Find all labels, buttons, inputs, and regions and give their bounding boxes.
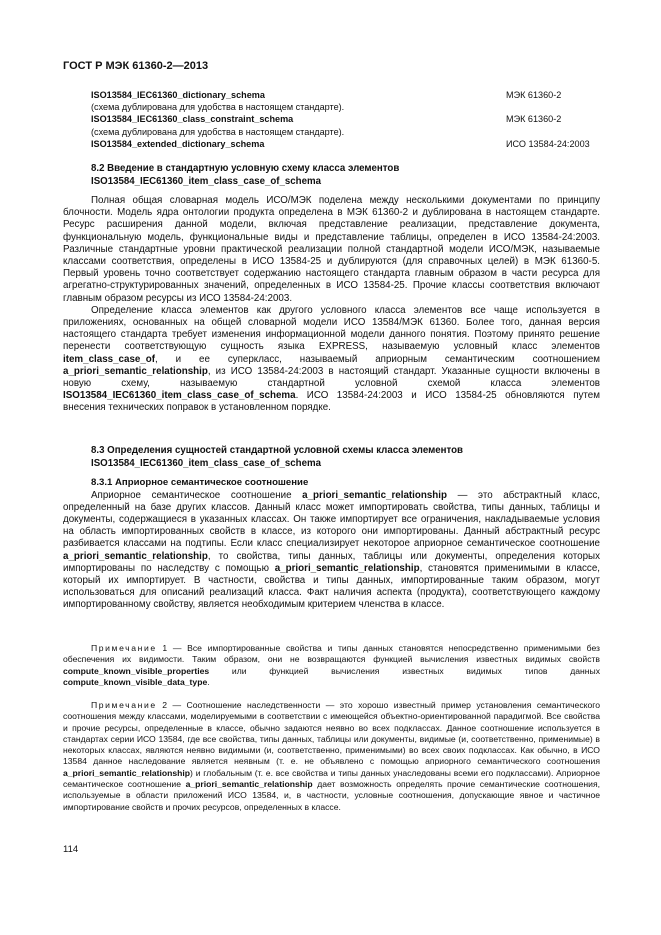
section-heading: 8.3 Определения сущностей стандартной условной схемы класса элементов bbox=[91, 445, 463, 456]
paragraph: Априорное семантическое соотношение a_priori_semantic_relationship — это абстрактный класс, определенный на базе других классов. Данный класс может импортировать свойства, типы данных, таблицы и документы, содержащиеся в указанных классах. Он также импортирует все ограничения, накладываемые условия на область импортированных свойств в классе, из которого они импортированы. Данный абстрактный ресурс разбивается классами на подтипы. Если класс специализирует некоторое априорное семантическое соотношение a_priori_semantic_relationship, то свойства, типы данных, таблицы или документы, определения которых импортированы по наследству с помощью a_priori_semantic_relationship, становятся применимыми в классе, который их импортирует. В частности, свойства и типы данных, импортированные таким образом, могут использоваться для описаний реализаций класса. Факт наличия аспекта (продукта), соответствующего каждому импортированному свойству, является необходимым критерием членства в классе. bbox=[63, 489, 601, 611]
schema-source: МЭК 61360-2 bbox=[506, 90, 562, 100]
schema-list bbox=[91, 89, 600, 150]
subsection-heading: 8.3.1 Априорное семантическое соотношение bbox=[91, 477, 309, 488]
schema-name: ISO13584_extended_dictionary_schema bbox=[91, 138, 265, 149]
schema-source: МЭК 61360-2 bbox=[506, 114, 562, 125]
section-8-2 bbox=[63, 163, 600, 188]
note-2 bbox=[63, 700, 600, 813]
note-1 bbox=[63, 643, 600, 688]
schema-name: ISO13584_IEC61360_class_constraint_schema bbox=[91, 114, 294, 125]
schema-source: ИСО 13584-24:2003 bbox=[506, 138, 590, 149]
paragraph: Определение класса элементов как другого условного класса элементов все чаще используется в приложениях, основанных на общей словарной модели ИСО 13584/МЭК 61360. Более того, данная версия настоящего стандарта требует изменения информационной модели данного понятия. Поэтому принято решение перенести соответствующую сущность языка EXPRESS, называемую условный класс элементов item_class_case_of, и ее суперкласс, называемый априорным семантическим соотношением a_priori_semantic_relationship, из ИСО 13584-24:2003 в настоящий стандарт. Указанные сущности включены в новую схему, называемую стандартной условной схемой класса элементов ISO13584_IEC61360_item_class_case_of_schema. ИСО 13584-24:2003 и ИСО 13584-25 обновляются путем внесения технических поправок в установленном порядке. bbox=[63, 304, 600, 414]
section-heading: 8.2 Введение в стандартную условную схему класса элементов bbox=[91, 163, 400, 174]
section-8-2-body bbox=[63, 195, 600, 415]
section-8-3-1 bbox=[63, 477, 600, 612]
schema-row bbox=[91, 89, 600, 101]
document-header: ГОСТ Р МЭК 61360-2—2013 bbox=[63, 60, 209, 72]
note: Примечание 1 — Все импортированные свойства и типы данных становятся непосредственно применимыми без обеспечения их видимости. Таким образом, они не возвращаются функцией вычисления известных видимых свойств compute_known_visible_properties или функцией вычисления известных видимых типов данных compute_known_visible_data_type. bbox=[63, 643, 600, 687]
section-heading-schema: ISO13584_IEC61360_item_class_case_of_schema bbox=[91, 175, 321, 187]
note: Примечание 2 — Соотношение наследственности — это хорошо известный пример установления семантического соотношения между классами, моделируемыми в соответствии с имеющейся объектно-ориентированной парадигмой. Все свойства и прочие ресурсы, определенные в классе, обычно задаются неявно во всех подклассах. Данное соотношение используется в стандартах серии ИСО 13584, где все свойства, типы данных, таблицы или документы, видимые (и, соответственно, применимые) в некоторых классах, являются неявно видимыми (и, соответственно, применимыми) во всех своих подклассах. Как обычно, в ИСО 13584 данное наследование является неявным (т. е. не объявлено с помощью априорного семантического соотношения a_priori_semantic_relationship) и глобальным (т. е. все свойства и типы данных унаследованы всеми его подклассами). Априорное семантическое соотношение a_priori_semantic_relationship дает возможность определять прочие семантические соотношения, используемые в области приложений ИСО 13584, и, в частности, условные соотношения, допускающие явное и частичное импортирование свойств и прочих ресурсов, определенных в классе. bbox=[63, 700, 600, 812]
schema-row bbox=[91, 138, 600, 150]
page-number: 114 bbox=[63, 844, 79, 855]
schema-note: (схема дублирована для удобства в настоящем стандарте). bbox=[91, 102, 345, 113]
schema-note: (схема дублирована для удобства в настоящем стандарте). bbox=[91, 126, 345, 137]
note-label: Примечание bbox=[91, 700, 157, 710]
schema-row bbox=[91, 113, 600, 125]
note-label: Примечание bbox=[91, 643, 157, 653]
schema-name: ISO13584_IEC61360_dictionary_schema bbox=[91, 90, 265, 100]
section-heading-schema: ISO13584_IEC61360_item_class_case_of_schema bbox=[91, 457, 321, 469]
paragraph: Полная общая словарная модель ИСО/МЭК поделена между несколькими документами по принципу блочности. Модель ядра онтологии продукта определена в МЭК 61360-2 и дублирована в настоящем стандарте. Ресурс расширения данной модели, включая представление реализации, представление документа, функциональную модель, функциональные виды и представление таблицы, определен в ИСО 13584-24:2003. Различные стандартные уровни практической реализации полной стандартной модели ИСО/МЭК, называемые классами соответствия, определены в ИСО 13584-25 и дублируются (для справочных целей) в МЭК 61360-5. Первый уровень точно соответствует содержанию настоящего стандарта главным образом в части ресурса для агрегатно-структурированных значений, определенных в ИСО 13584-25. Прочие классы соответствия включают главным образом ресурсы из ИСО 13584-24:2003. bbox=[63, 195, 600, 304]
section-8-3 bbox=[63, 445, 600, 470]
